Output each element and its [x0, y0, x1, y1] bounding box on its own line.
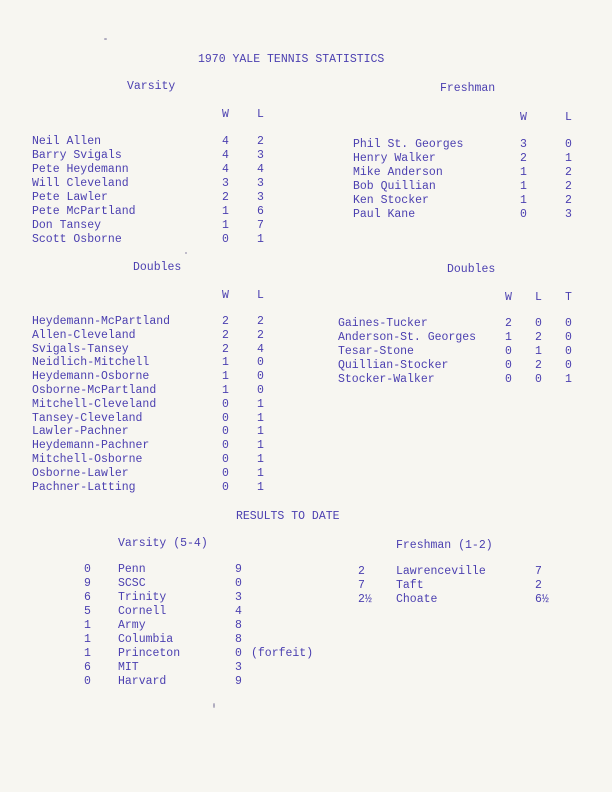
- doubles-team-name: Gaines-Tucker: [338, 317, 428, 330]
- yale-score: 2½: [358, 593, 372, 606]
- losses: 1: [257, 453, 264, 466]
- wins: 2: [520, 152, 527, 165]
- losses: 3: [257, 177, 264, 190]
- ties: 0: [565, 317, 572, 330]
- yale-score: 0: [84, 563, 91, 576]
- freshman-w-header: W: [520, 111, 527, 124]
- doubles-team-name: Pachner-Latting: [32, 480, 136, 494]
- wins: 3: [520, 138, 527, 151]
- doubles-team-name: Tesar-Stone: [338, 345, 414, 358]
- wins: 0: [222, 411, 229, 425]
- losses: 7: [257, 219, 264, 232]
- player-name: Neil Allen: [32, 135, 102, 148]
- wins: 0: [222, 425, 229, 439]
- ties: 0: [565, 331, 572, 344]
- losses: 0: [257, 356, 264, 370]
- player-name: Don Tansey: [32, 219, 102, 232]
- varsity-doubles-heading: Doubles: [133, 261, 182, 274]
- opponent-name: Cornell: [118, 605, 167, 618]
- wins: 2: [222, 328, 229, 342]
- wins: 1: [520, 166, 527, 179]
- opponent-name: Trinity: [118, 591, 167, 604]
- opponent-score: 4: [235, 605, 242, 618]
- opponent-score: 2: [535, 579, 542, 592]
- varsity-doubles-w-header: W: [222, 289, 229, 302]
- player-name: Pete Lawler: [32, 191, 108, 204]
- losses: 0: [565, 138, 572, 151]
- opponent-name: Taft: [396, 579, 424, 592]
- player-name: Will Cleveland: [32, 177, 129, 190]
- opponent-name: Princeton: [118, 647, 181, 660]
- doubles-team-name: Heydemann-McPartland: [32, 315, 171, 328]
- varsity-w-header: W: [222, 108, 229, 121]
- losses: 3: [565, 208, 572, 221]
- player-name: Ken Stocker: [353, 194, 429, 207]
- wins: 0: [505, 345, 512, 358]
- wins: 1: [222, 370, 229, 384]
- opponent-name: MIT: [118, 661, 139, 674]
- wins: 2: [222, 315, 229, 328]
- opponent-score: 8: [235, 633, 242, 646]
- doubles-team-name: Mitchell-Cleveland: [32, 397, 157, 411]
- wins: 2: [222, 342, 229, 356]
- losses: 0: [257, 370, 264, 384]
- wins: 0: [505, 359, 512, 372]
- results-heading: RESULTS TO DATE: [236, 510, 340, 523]
- doubles-team-name: Stocker-Walker: [338, 373, 435, 386]
- varsity-heading: Varsity: [127, 80, 176, 93]
- paper-speck: [185, 252, 187, 254]
- losses: 2: [257, 328, 264, 342]
- yale-score: 2: [358, 565, 365, 578]
- losses: 0: [535, 317, 542, 330]
- wins: 1: [222, 356, 229, 370]
- losses: 1: [565, 152, 572, 165]
- freshman-l-header: L: [565, 111, 572, 124]
- wins: 1: [222, 219, 229, 232]
- wins: 0: [520, 208, 527, 221]
- opponent-score: 3: [235, 661, 242, 674]
- opponent-score: 9: [235, 675, 242, 688]
- doubles-team-name: Lawler-Pachner: [32, 425, 129, 439]
- wins: 0: [222, 480, 229, 494]
- results-freshman-heading: Freshman (1-2): [396, 539, 493, 552]
- wins: 1: [520, 180, 527, 193]
- player-name: Barry Svigals: [32, 149, 122, 162]
- opponent-score: 6½: [535, 593, 549, 606]
- player-name: Pete Heydemann: [32, 163, 129, 176]
- opponent-score: 0: [235, 577, 242, 590]
- doubles-team-name: Osborne-McPartland: [32, 384, 157, 397]
- yale-score: 9: [84, 577, 91, 590]
- player-name: Phil St. Georges: [353, 138, 464, 151]
- opponent-score: 8: [235, 619, 242, 632]
- freshman-heading: Freshman: [440, 82, 496, 95]
- player-name: Henry Walker: [353, 152, 436, 165]
- wins: 3: [222, 177, 229, 190]
- losses: 1: [257, 480, 264, 494]
- wins: 1: [222, 384, 229, 397]
- ties: 0: [565, 359, 572, 372]
- results-varsity-heading: Varsity (5-4): [118, 537, 208, 550]
- losses: 2: [257, 135, 264, 148]
- doubles-team-name: Heydemann-Pachner: [32, 439, 150, 453]
- opponent-name: Choate: [396, 593, 438, 606]
- losses: 1: [257, 397, 264, 411]
- yale-score: 1: [84, 633, 91, 646]
- wins: 4: [222, 135, 229, 148]
- freshman-doubles-t-header: T: [565, 291, 572, 304]
- opponent-name: Army: [118, 619, 146, 632]
- losses: 1: [257, 439, 264, 453]
- paper-speck: [213, 703, 215, 708]
- player-name: Bob Quillian: [353, 180, 436, 193]
- wins: 0: [222, 397, 229, 411]
- wins: 0: [222, 233, 229, 246]
- losses: 0: [535, 373, 542, 386]
- doubles-team-name: Allen-Cleveland: [32, 328, 136, 342]
- freshman-doubles-w-header: W: [505, 291, 512, 304]
- losses: 2: [565, 180, 572, 193]
- ties: 1: [565, 373, 572, 386]
- wins: 1: [222, 205, 229, 218]
- doubles-team-name: Osborne-Lawler: [32, 466, 129, 480]
- losses: 1: [535, 345, 542, 358]
- yale-score: 5: [84, 605, 91, 618]
- result-note: (forfeit): [251, 647, 314, 660]
- player-name: Paul Kane: [353, 208, 416, 221]
- losses: 1: [257, 425, 264, 439]
- losses: 2: [257, 315, 264, 328]
- losses: 1: [257, 233, 264, 246]
- yale-score: 6: [84, 661, 91, 674]
- wins: 2: [505, 317, 512, 330]
- losses: 0: [257, 384, 264, 397]
- losses: 2: [535, 331, 542, 344]
- wins: 0: [222, 453, 229, 466]
- wins: 4: [222, 149, 229, 162]
- losses: 2: [535, 359, 542, 372]
- losses: 1: [257, 411, 264, 425]
- losses: 2: [565, 194, 572, 207]
- page-title: 1970 YALE TENNIS STATISTICS: [198, 53, 385, 66]
- opponent-score: 7: [535, 565, 542, 578]
- ties: 0: [565, 345, 572, 358]
- doubles-team-name: Quillian-Stocker: [338, 359, 449, 372]
- losses: 1: [257, 466, 264, 480]
- losses: 4: [257, 342, 264, 356]
- doubles-team-name: Neidlich-Mitchell: [32, 356, 150, 370]
- losses: 3: [257, 149, 264, 162]
- opponent-score: 0: [235, 647, 242, 660]
- wins: 4: [222, 163, 229, 176]
- opponent-name: Harvard: [118, 675, 167, 688]
- doubles-team-name: Heydemann-Osborne: [32, 370, 150, 384]
- paper-speck: [104, 38, 107, 40]
- varsity-l-header: L: [257, 108, 264, 121]
- opponent-name: Penn: [118, 563, 146, 576]
- yale-score: 7: [358, 579, 365, 592]
- yale-score: 1: [84, 647, 91, 660]
- losses: 6: [257, 205, 264, 218]
- freshman-doubles-l-header: L: [535, 291, 542, 304]
- wins: 2: [222, 191, 229, 204]
- player-name: Pete McPartland: [32, 205, 136, 218]
- yale-score: 6: [84, 591, 91, 604]
- losses: 2: [565, 166, 572, 179]
- wins: 1: [520, 194, 527, 207]
- opponent-score: 3: [235, 591, 242, 604]
- doubles-team-name: Anderson-St. Georges: [338, 331, 477, 344]
- doubles-team-name: Tansey-Cleveland: [32, 411, 143, 425]
- player-name: Scott Osborne: [32, 233, 122, 246]
- varsity-doubles-l-header: L: [257, 289, 264, 302]
- opponent-name: Lawrenceville: [396, 565, 486, 578]
- doubles-team-name: Svigals-Tansey: [32, 342, 129, 356]
- opponent-name: Columbia: [118, 633, 174, 646]
- opponent-name: SCSC: [118, 577, 146, 590]
- yale-score: 0: [84, 675, 91, 688]
- wins: 0: [505, 373, 512, 386]
- yale-score: 1: [84, 619, 91, 632]
- freshman-doubles-heading: Doubles: [447, 263, 496, 276]
- wins: 0: [222, 439, 229, 453]
- wins: 0: [222, 466, 229, 480]
- opponent-score: 9: [235, 563, 242, 576]
- player-name: Mike Anderson: [353, 166, 443, 179]
- losses: 4: [257, 163, 264, 176]
- doubles-team-name: Mitchell-Osborne: [32, 453, 143, 466]
- wins: 1: [505, 331, 512, 344]
- losses: 3: [257, 191, 264, 204]
